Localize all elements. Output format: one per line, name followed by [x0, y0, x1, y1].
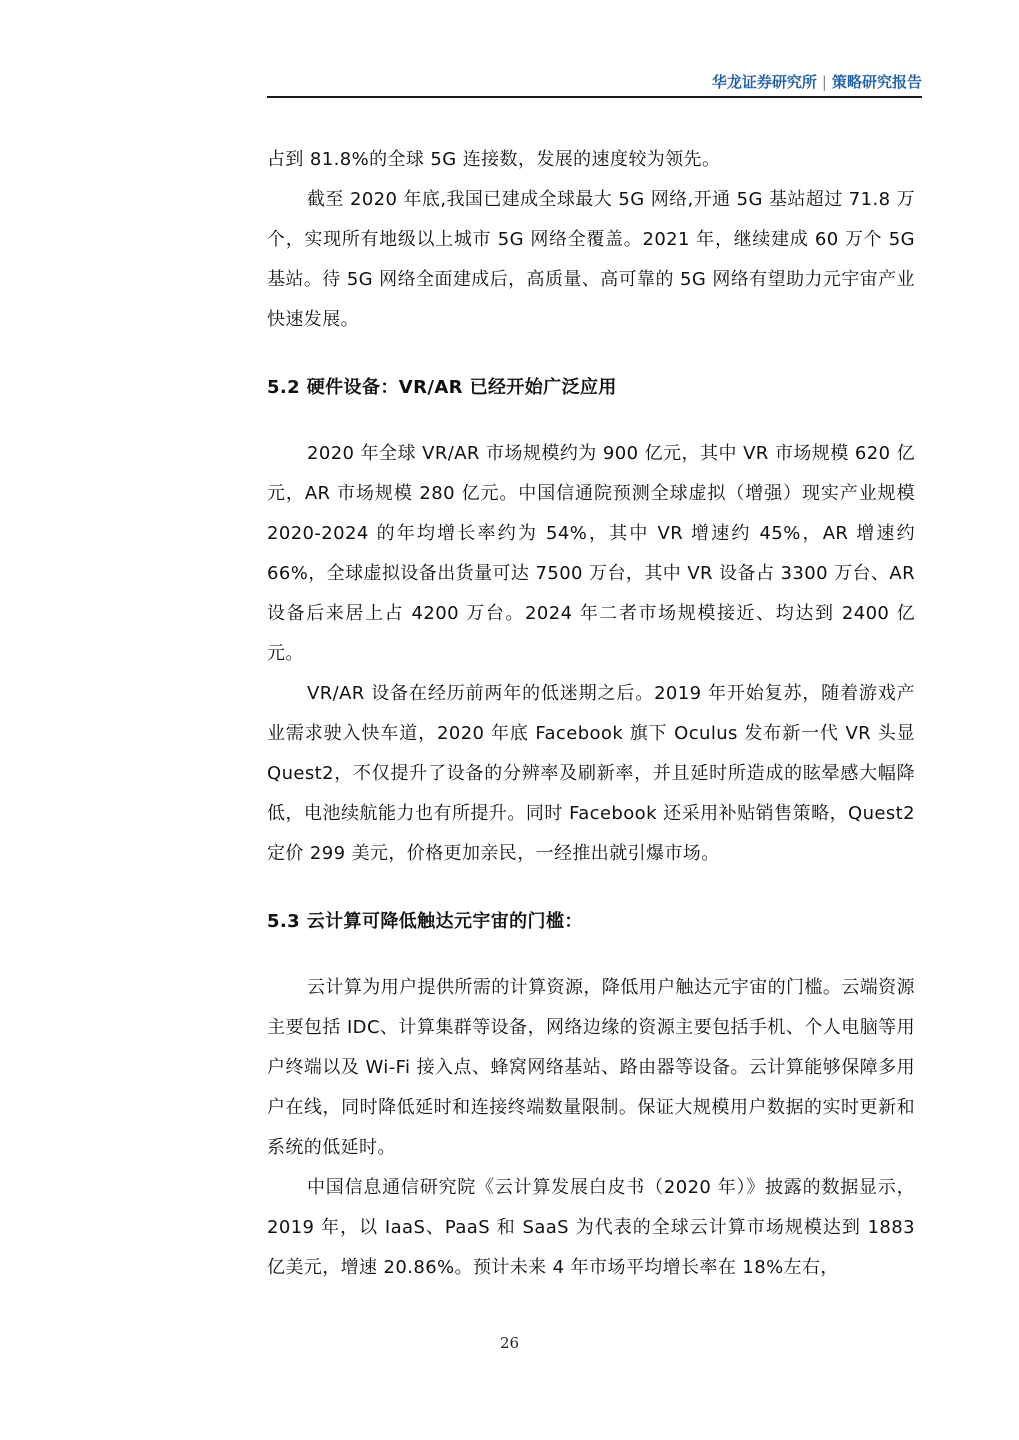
page-header: [267, 70, 922, 98]
section-heading-5-3: 5.3 云计算可降低触达元宇宙的门槛：: [267, 911, 583, 932]
header-org: 华龙证券研究所: [711, 73, 817, 91]
section-heading-5-2: 5.2 硬件设备：VR/AR 已经开始广泛应用: [267, 377, 617, 398]
paragraph-vr-ar-devices: VR/AR 设备在经历前两年的低迷期之后。2019 年开始复苏，随着游戏产业需求驶入快车道，2020 年底 Facebook 旗下 Oculus 发布新一代 VR 头显 Quest2，不仅提升了设备的分辨率及刷新率，并且延时所造成的眩晕感大幅降低，电池续航能力也有所提升。同时 Facebook 还采用补贴销售策略，Quest2 定价 299 美元，价格更加亲民，一经推出就引爆市场。: [267, 683, 915, 864]
document-body: [267, 140, 915, 1288]
header-separator: |: [821, 73, 827, 91]
paragraph-cloud-market: 中国信息通信研究院《云计算发展白皮书（2020 年）》披露的数据显示，2019 年，以 IaaS、PaaS 和 SaaS 为代表的全球云计算市场规模达到 1883 亿美元，增速 20.86%。预计未来 4 年市场平均增长率在 18%左右，: [267, 1177, 915, 1278]
paragraph-vr-ar-market: 2020 年全球 VR/AR 市场规模约为 900 亿元，其中 VR 市场规模 620 亿元，AR 市场规模 280 亿元。中国信通院预测全球虚拟（增强）现实产业规模 2020-2024 的年均增长率约为 54%，其中 VR 增速约 45%，AR 增速约 66%，全球虚拟设备出货量可达 7500 万台，其中 VR 设备占 3300 万台、AR 设备后来居上占 4200 万台。2024 年二者市场规模接近、均达到 2400 亿元。: [267, 443, 915, 664]
page-number: 26: [499, 1334, 520, 1352]
header-report-type: 策略研究报告: [831, 73, 922, 91]
paragraph-cloud-computing: 云计算为用户提供所需的计算资源，降低用户触达元宇宙的门槛。云端资源主要包括 IDC、计算集群等设备，网络边缘的资源主要包括手机、个人电脑等用户终端以及 Wi-Fi 接入点、蜂窝网络基站、路由器等设备。云计算能够保障多用户在线，同时降低延时和连接终端数量限制。保证大规模用户数据的实时更新和系统的低延时。: [267, 977, 915, 1158]
paragraph-5g-share: 占到 81.8%的全球 5G 连接数，发展的速度较为领先。: [267, 149, 721, 170]
paragraph-5g-network: 截至 2020 年底,我国已建成全球最大 5G 网络,开通 5G 基站超过 71.8 万个，实现所有地级以上城市 5G 网络全覆盖。2021 年，继续建成 60 万个 5G 基站。待 5G 网络全面建成后，高质量、高可靠的 5G 网络有望助力元宇宙产业快速发展。: [267, 189, 915, 330]
